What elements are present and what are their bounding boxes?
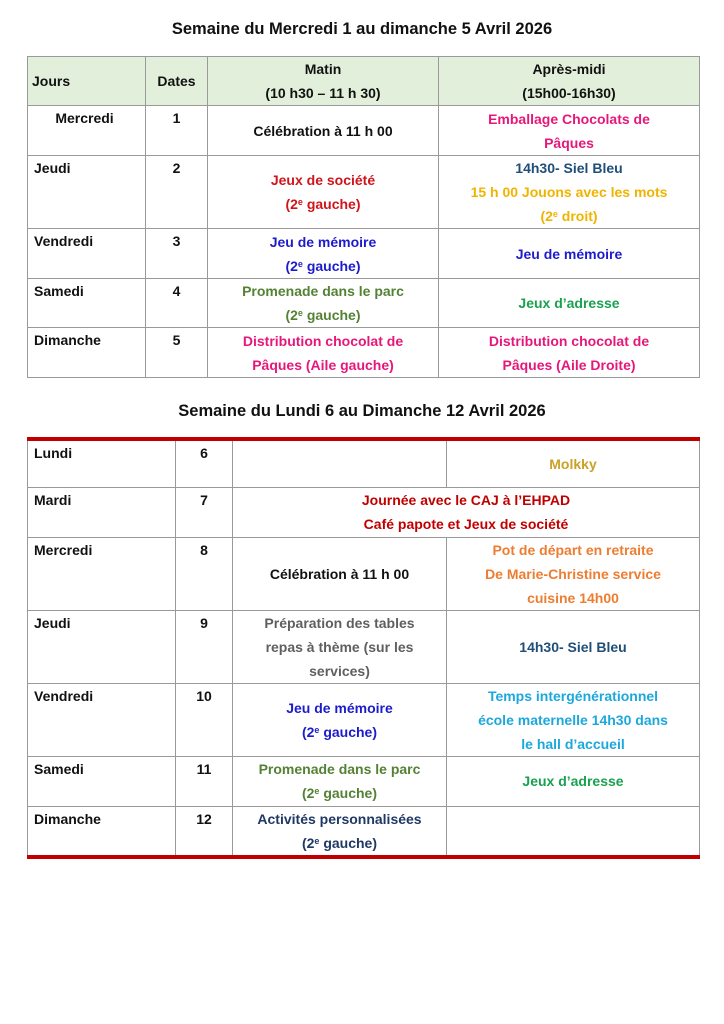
aprem-cell [439,106,700,156]
table-row [28,328,700,378]
date-cell: 1 [146,106,208,156]
day-cell: Samedi [28,756,176,806]
activity-line: services) [309,662,370,679]
activity-line: (2e gauche) [301,834,378,851]
activity-line: Distribution chocolat de [488,332,650,349]
date-cell: 3 [146,229,208,279]
activity-line: Promenade dans le parc [258,761,421,777]
activity-line: (2e gauche) [285,196,361,212]
day-cell: Mercredi [28,106,146,156]
aprem-cell: Molkky [447,439,700,487]
activity-line: Jeu de mémoire [269,233,377,250]
matin-cell [208,229,439,279]
matin-cell [233,439,447,487]
aprem-cell [439,328,700,378]
header-matin [208,57,439,106]
matin-cell: Célébration à 11 h 00 [233,537,447,610]
table-row [28,487,700,537]
activity-line: (2e gauche) [285,257,361,274]
header-aprem-label: Après-midi [532,61,606,77]
matin-cell: Célébration à 11 h 00 [208,106,439,156]
day-cell: Mardi [28,487,176,537]
header-jours: Jours [28,57,146,106]
matin-cell [208,328,439,378]
table-row [28,537,700,610]
header-aprem-hours: (15h00-16h30) [522,85,616,101]
header-matin-hours: (10 h30 – 11 h 30) [265,85,381,101]
table-row [28,439,700,487]
activity-line: Pâques (Aile Droite) [502,356,636,373]
date-cell: 7 [176,487,233,537]
date-cell: 2 [146,156,208,229]
aprem-cell: Jeu de mémoire [439,229,700,279]
date-cell: 6 [176,439,233,487]
date-cell: 11 [176,756,233,806]
day-cell: Jeudi [28,156,146,229]
day-cell: Samedi [28,279,146,328]
aprem-cell: Jeux d’adresse [447,756,700,806]
activity-line: école maternelle 14h30 dans [478,711,668,728]
activity-line: (2e droit) [540,208,598,224]
week1-schedule-table [27,56,700,378]
activity-line: 14h30- Siel Bleu [515,160,623,176]
header-dates: Dates [146,57,208,106]
table-row [28,156,700,229]
activity-line: Pot de départ en retraite [492,541,654,558]
matin-cell [233,610,447,683]
activity-line: cuisine 14h00 [527,589,619,606]
matin-cell [208,156,439,229]
date-cell: 10 [176,683,233,756]
aprem-cell: 14h30- Siel Bleu [447,610,700,683]
table-row [28,806,700,857]
date-cell: 5 [146,328,208,378]
activity-line: le hall d’accueil [521,735,625,752]
header-aprem [439,57,700,106]
activity-line: (2e gauche) [285,307,361,323]
table-row [28,279,700,328]
table-row [28,683,700,756]
week1-title: Semaine du Mercredi 1 au dimanche 5 Avril 2026 [171,20,553,38]
week2-title: Semaine du Lundi 6 au Dimanche 12 Avril 2026 [178,402,546,420]
table-row [28,106,700,156]
activity-line: De Marie-Christine service [485,565,661,582]
matin-cell [233,756,447,806]
aprem-cell [439,156,700,229]
activity-line: Distribution chocolat de [242,332,404,349]
day-cell: Jeudi [28,610,176,683]
activity-line: Café papote et Jeux de société [363,516,569,532]
date-cell: 8 [176,537,233,610]
fullday-cell [233,487,700,537]
activity-line: Emballage Chocolats de [488,110,650,127]
activity-line: Activités personnalisées [257,810,422,827]
activity-line: Promenade dans le parc [242,283,404,299]
table-row [28,756,700,806]
day-cell: Mercredi [28,537,176,610]
matin-cell [233,683,447,756]
day-cell: Dimanche [28,328,146,378]
aprem-cell: Jeux d’adresse [439,279,700,328]
activity-line: Pâques (Aile gauche) [252,356,394,373]
week1-header-row [28,57,700,106]
header-matin-label: Matin [304,61,342,77]
day-cell: Dimanche [28,806,176,857]
activity-line: Journée avec le CAJ à l’EHPAD [361,492,571,508]
activity-line: Temps intergénérationnel [487,687,659,704]
day-cell: Lundi [28,439,176,487]
day-cell: Vendredi [28,683,176,756]
activity-line: (2e gauche) [301,785,378,801]
aprem-cell [447,806,700,857]
aprem-cell [447,537,700,610]
activity-line: Pâques [544,134,594,151]
day-cell: Vendredi [28,229,146,279]
activity-line: (2e gauche) [301,723,378,740]
activity-line: Jeu de mémoire [286,699,393,716]
week2-schedule-table [27,437,700,859]
aprem-cell [447,683,700,756]
activity-line: Préparation des tables [264,614,415,631]
activity-line: 15 h 00 Jouons avec les mots [470,184,668,200]
table-row [28,610,700,683]
date-cell: 12 [176,806,233,857]
activity-line: repas à thème (sur les [265,638,414,655]
matin-cell [208,279,439,328]
date-cell: 4 [146,279,208,328]
matin-cell [233,806,447,857]
table-row [28,229,700,279]
activity-line: Jeux de société [270,172,376,188]
date-cell: 9 [176,610,233,683]
